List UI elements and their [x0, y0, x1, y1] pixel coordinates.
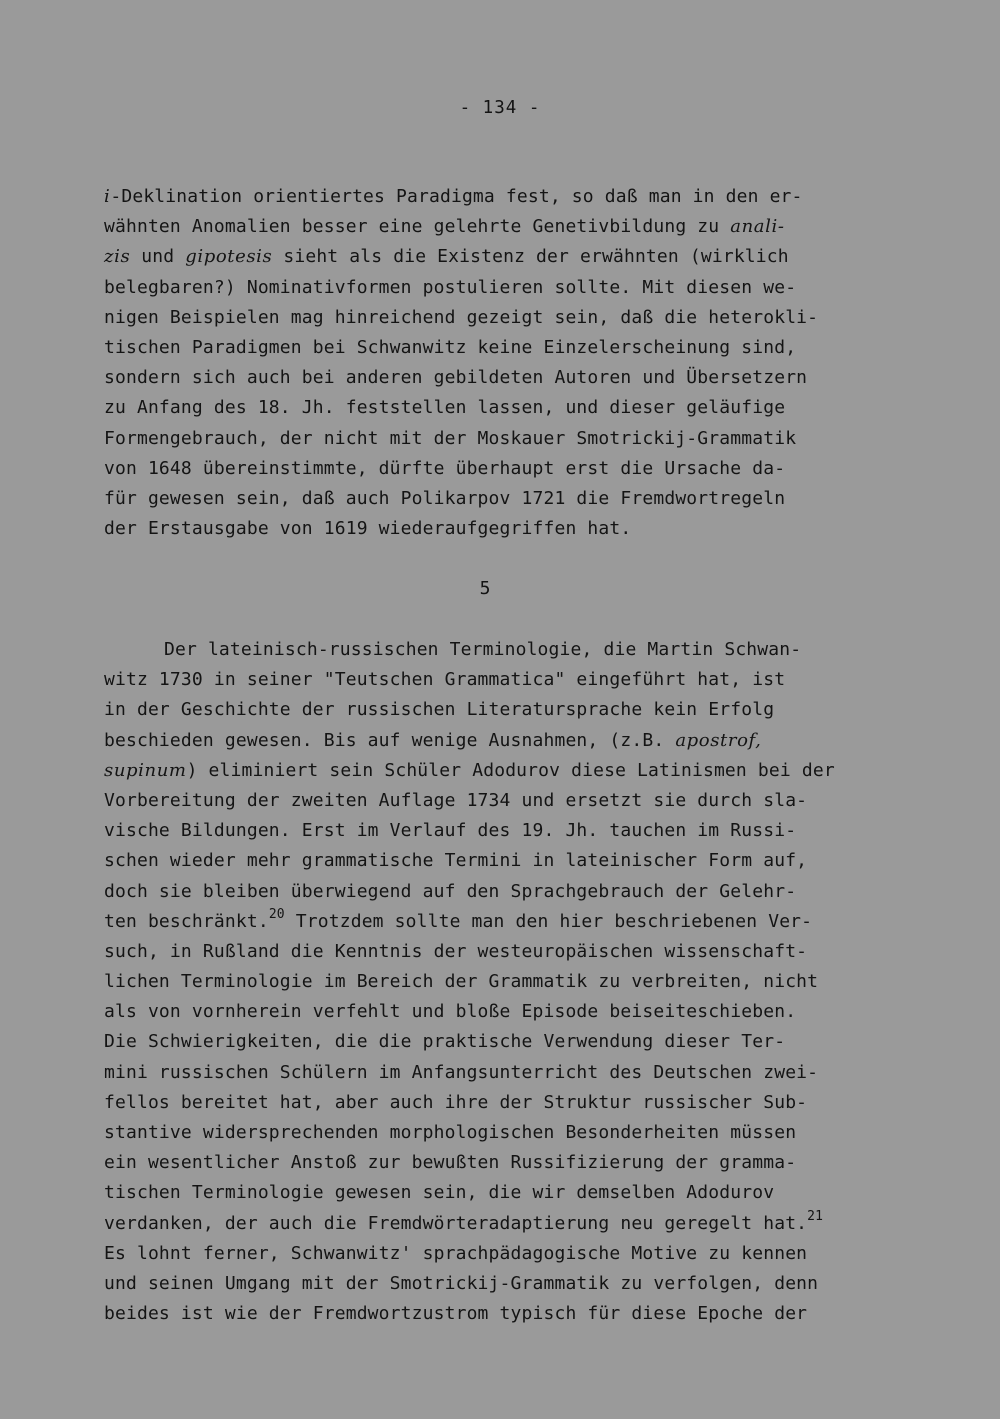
text-line: nigen Beispielen mag hinreichend gezeigt sein, daß die heterokli-: [104, 306, 819, 328]
text-line: Der lateinisch-russischen Terminologie, die Martin Schwan-: [164, 639, 802, 660]
text-line: tischen Terminologie gewesen sein, die wir demselben Adodurov: [104, 1182, 775, 1204]
text-line: beides ist wie der Fremdwortzustrom typisch für diese Epoche der: [104, 1303, 808, 1325]
text-run: ) eliminiert sein Schüler Adodurov diese Latinismen bei der: [186, 759, 835, 781]
text-line: ein wesentlicher Anstoß zur bewußten Russifizierung der gramma-: [104, 1152, 797, 1174]
section-number: 5: [479, 578, 491, 599]
text-line: mini russischen Schülern im Anfangsunterricht des Deutschen zwei-: [104, 1061, 819, 1083]
text-line: doch sie bleiben überwiegend auf den Sprachgebrauch der Gelehr-: [104, 880, 797, 902]
text-line: belegbaren?) Nominativformen postulieren sollte. Mit diesen we-: [104, 276, 797, 298]
text-run: wähnten Anomalien besser eine gelehrte Genetivbildung zu: [104, 216, 731, 238]
text-run: ten beschränkt.: [104, 910, 269, 932]
text-line: Die Schwierigkeiten, die die praktische Verwendung dieser Ter-: [104, 1031, 786, 1053]
footnote-marker: 20: [268, 906, 285, 922]
text-run: beschieden gewesen. Bis auf wenige Ausnahmen, (z.B.: [104, 729, 676, 751]
text-line: der Erstausgabe von 1619 wiederaufgegriffen hat.: [104, 518, 632, 540]
italic-term: apostrof,: [675, 729, 762, 751]
text-run: Trotzdem sollte man den hier beschriebenen Ver-: [284, 910, 813, 932]
text-line: als von vornherein verfehlt und bloße Episode beiseiteschieben.: [104, 1001, 797, 1023]
footnote-marker: 21: [807, 1208, 824, 1224]
text-run: und: [130, 246, 186, 268]
paragraph-2: [104, 635, 894, 1329]
text-line: [104, 756, 894, 786]
italic-term: gipotesis: [185, 246, 273, 268]
text-line: [104, 212, 894, 242]
text-line: in der Geschichte der russischen Literatursprache kein Erfolg: [104, 699, 775, 721]
text-line: fellos bereitet hat, aber auch ihre der Struktur russischer Sub-: [104, 1091, 808, 1113]
text-line: witz 1730 in seiner "Teutschen Grammatica" eingeführt hat, ist: [104, 669, 786, 691]
text-run: -Deklination orientiertes Paradigma fest, so daß man in den er-: [110, 186, 803, 207]
text-line: schen wieder mehr grammatische Termini in lateinischer Form auf,: [104, 850, 808, 872]
italic-term: supinum: [104, 759, 187, 781]
text-line: lichen Terminologie im Bereich der Grammatik zu verbreiten, nicht: [104, 971, 819, 993]
text-line: Formengebrauch, der nicht mit der Moskauer Smotrickij-Grammatik: [104, 427, 797, 449]
paragraph-1: [104, 182, 894, 544]
text-line: sondern sich auch bei anderen gebildeten Autoren und Übersetzern: [104, 367, 808, 389]
text-line: und seinen Umgang mit der Smotrickij-Grammatik zu verfolgen, denn: [104, 1272, 819, 1294]
italic-term: zis: [104, 246, 131, 268]
italic-term: anali-: [730, 216, 785, 238]
text-line: für gewesen sein, daß auch Polikarpov 1721 die Fremdwortregeln: [104, 487, 786, 509]
text-line: [104, 1209, 894, 1239]
page-number: - 134 -: [459, 98, 541, 118]
text-line: such, in Rußland die Kenntnis der westeuropäischen wissenschaft-: [104, 940, 808, 962]
text-line: [104, 726, 894, 756]
italic-term: i: [104, 186, 111, 207]
text-line: vische Bildungen. Erst im Verlauf des 19. Jh. tauchen im Russi-: [104, 820, 797, 842]
text-run: sieht als die Existenz der erwähnten (wirklich: [272, 246, 789, 268]
text-line: [104, 907, 894, 937]
text-line: [104, 182, 894, 212]
text-line: von 1648 übereinstimmte, dürfte überhaupt erst die Ursache da-: [104, 457, 786, 479]
text-run: verdanken, der auch die Fremdwörteradaptierung neu geregelt hat.: [104, 1212, 808, 1234]
text-line: [104, 242, 894, 272]
text-line: tischen Paradigmen bei Schwanwitz keine Einzelerscheinung sind,: [104, 336, 797, 358]
text-line: zu Anfang des 18. Jh. feststellen lassen, und dieser geläufige: [104, 397, 786, 419]
text-line: Es lohnt ferner, Schwanwitz' sprachpädagogische Motive zu kennen: [104, 1242, 808, 1264]
text-line: stantive widersprechenden morphologischen Besonderheiten müssen: [104, 1122, 797, 1143]
text-line: Vorbereitung der zweiten Auflage 1734 und ersetzt sie durch sla-: [104, 789, 808, 811]
